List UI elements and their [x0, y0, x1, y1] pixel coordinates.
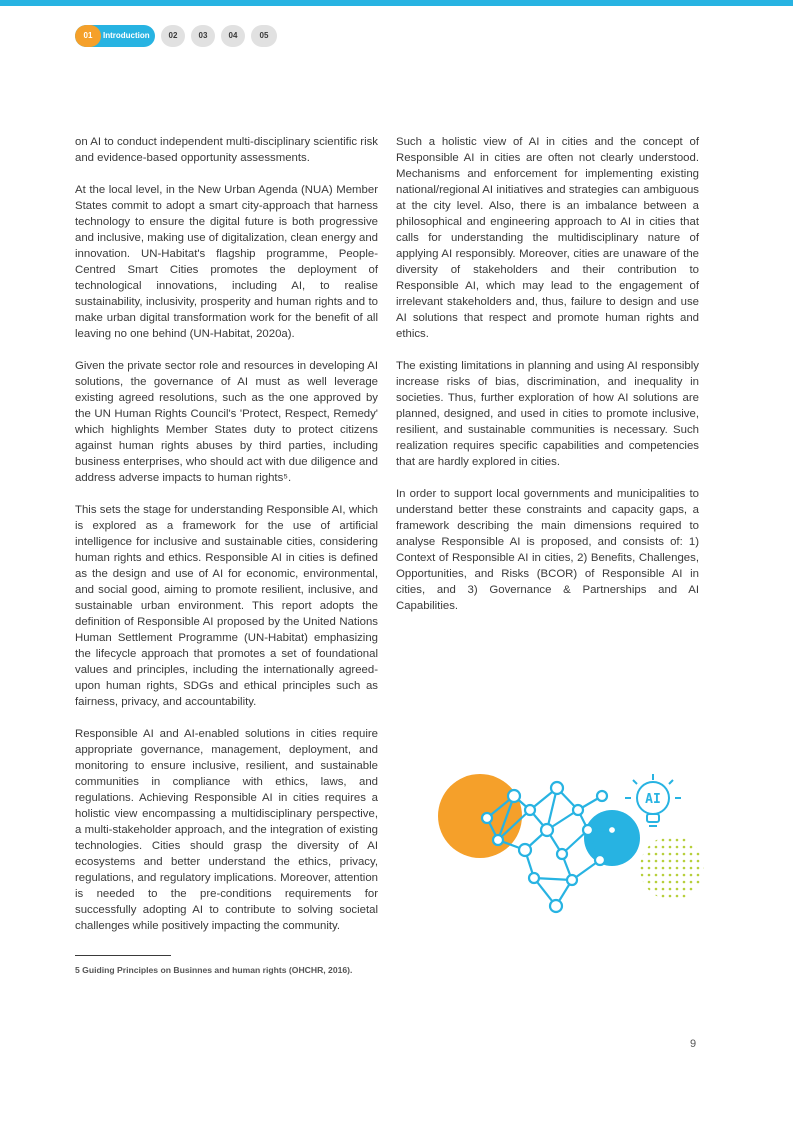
paragraph: In order to support local governments and municipalities to understand better these constraints and capacity gaps, a framework describing the main dimensions required to analyse Responsible AI is proposed, and consists of: 1) Context of Responsible AI in cities, 2) Benefits, Challenges, Opportunities, and Risks (BCOR) of Responsible AI in cities, and 3) Governance & Partnerships and AI Capabilities. — [396, 488, 699, 612]
blue-circle — [584, 810, 640, 866]
ai-network-illustration — [430, 768, 710, 918]
footnote: 5 Guiding Principles on Businnes and human rights (OHCHR, 2016). — [75, 965, 353, 975]
page-number: 9 — [690, 1038, 697, 1050]
paragraph: At the local level, in the New Urban Agenda (NUA) Member States commit to adopt a smart city-approach that harness technology to ensure the digital future is both progressive and inclusive, making use of digitalization, clean energy and innovation. UN-Habitat's flagship programme, People-Centred Smart Cities promotes the deployment of technological innovations, including AI, to realise sustainability, inclusivity, prosperity and human rights and to make urban digital transformation work for the benefit of all leaving no one behind (UN-Habitat, 2020a). — [75, 184, 378, 340]
chapter-number: 01 — [75, 25, 101, 47]
chapter-tab-05[interactable]: 05 — [251, 25, 277, 47]
paragraph: This sets the stage for understanding Responsible AI, which is explored as a framework for the use of artificial intelligence for inclusive and sustainable cities, considering human rights and ethics. Responsible AI in cities is defined as the design and use of AI for economic, environmental, and social good, aiming to promote resilient, inclusive, and sustainable urban environment. This report adopts the definition of Responsible AI proposed by the United Nations Human Settlement Programme (UN-Habitat) emphasizing the lifecycle approach that promotes a set of foundational values and principles, including the internationally agreed-upon human rights, SDGs and ethical principles such as fairness, privacy, and accountability. — [75, 504, 378, 708]
footnote-divider — [75, 955, 171, 956]
chapter-tab-04[interactable]: 04 — [221, 25, 245, 47]
paragraph: on AI to conduct independent multi-disciplinary scientific risk and evidence-based opportunity assessments. — [75, 136, 378, 164]
ai-label: AI — [645, 792, 661, 807]
left-column — [75, 134, 378, 950]
right-column — [396, 134, 699, 630]
paragraph: Responsible AI and AI-enabled solutions in cities require appropriate governance, management, deployment, and monitoring to ensure inclusive, resilient, and sustainable communities in compliance with ethics, laws, and regulations. Achieving Responsible AI in cities requires a holistic view encompassing a multidisciplinary perspective, a multi-stakeholder approach, and the integration of existing technologies. Cities should grasp the diversity of AI ecosystems and better understand the ethics, privacy, regulations, and regulatory implications. Moreover, attention is needed to the pre-conditions requirements for successfully adopting AI to contribute to solving societal challenges while positively impacting the community. — [75, 728, 378, 932]
paragraph: Such a holistic view of AI in cities and the concept of Responsible AI in cities are often not clearly understood. Mechanisms and enforcement for implementing existing national/regional AI initiatives and strategies can ambiguous at the city level. Also, there is an imbalance between a philosophical and engineering approach to AI in cities that calls for understanding the multidisciplinary nature of applying AI responsibly. Moreover, cities are unaware of the diversity of stakeholders and their contribution to Responsible AI, which may lead to the engagement of irrelevant stakeholders and, thus, failure to design and use AI solutions that respect and promote human rights and ethics. — [396, 136, 699, 340]
chapter-label: Introduction — [103, 31, 150, 40]
chapter-tab-03[interactable]: 03 — [191, 25, 215, 47]
chapter-tab-02[interactable]: 02 — [161, 25, 185, 47]
paragraph: The existing limitations in planning and using AI responsibly increase risks of bias, discrimination, and inequality in societies. Thus, further exploration of how AI solutions are planned, designed, and used in cities to promote inclusive, resilient, and sustainable communities is necessary. Such realization requires specific capabilities and competencies that are hardly explored in cities. — [396, 360, 699, 468]
orange-circle — [438, 774, 522, 858]
dotted-circle — [640, 836, 704, 900]
chapter-tab-01[interactable] — [75, 25, 155, 47]
top-accent-bar — [0, 0, 793, 6]
paragraph: Given the private sector role and resources in developing AI solutions, the governance of AI must as well leverage existing agreed resolutions, such as the one approved by the UN Human Rights Council's 'Protect, Respect, Remedy' which highlights Member States duty to protect citizens against human rights abuses by third parties, including business enterprises, who should act with due diligence and address adverse impacts to human rights⁵. — [75, 360, 378, 484]
